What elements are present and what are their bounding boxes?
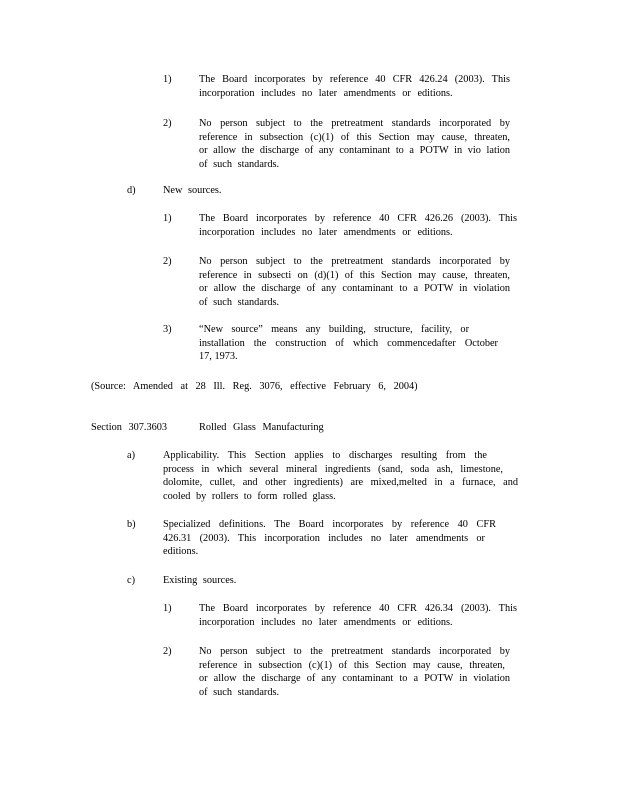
subsection-label: b) xyxy=(127,519,136,530)
item-label: 1) xyxy=(163,213,172,224)
text-line: 17, 1973. xyxy=(199,351,238,363)
text-line: or allow the discharge of any contaminant to a POTW in vio lation xyxy=(199,145,510,157)
source-note xyxy=(91,380,418,394)
subsection-text xyxy=(163,518,496,559)
text-line: or allow the discharge of any contaminant to a POTW in violation xyxy=(199,673,510,685)
text-line: No person subject to the pretreatment standards incorporated by xyxy=(199,256,510,267)
subsection-heading: Existing sources. xyxy=(163,575,237,586)
text-line: No person subject to the pretreatment standards incorporated by xyxy=(199,118,510,129)
subsection-heading: New sources. xyxy=(163,185,222,196)
item-text xyxy=(199,255,510,309)
subsection-text xyxy=(163,449,518,503)
section-title: Rolled Glass Manufacturing xyxy=(199,422,324,433)
item-text xyxy=(199,602,517,629)
item-label: 2) xyxy=(163,256,172,267)
item-label: 1) xyxy=(163,603,172,614)
text-line: editions. xyxy=(163,546,199,558)
text-line: Applicability. This Section applies to discharges resulting from the xyxy=(163,450,487,461)
text-line: The Board incorporates by reference 40 CFR 426.26 (2003). This xyxy=(199,213,517,224)
text-line: process in which several mineral ingredients (sand, soda ash, limestone, xyxy=(163,463,503,475)
text-line: No person subject to the pretreatment standards incorporated by xyxy=(199,646,510,657)
item-text xyxy=(199,117,510,171)
source-text: (Source: Amended at 28 Ill. Reg. 3076, effective February 6, 2004) xyxy=(91,381,418,392)
subsection-label: d) xyxy=(127,185,136,196)
text-line: incorporation includes no later amendments or editions. xyxy=(199,616,453,628)
section-number: Section 307.3603 xyxy=(91,422,168,433)
text-line: reference in subsection (c)(1) of this Section may cause, threaten, xyxy=(199,659,505,671)
text-line: of such standards. xyxy=(199,158,280,170)
subsection-label: a) xyxy=(127,450,135,461)
text-line: installation the construction of which commencedafter October xyxy=(199,337,498,349)
subsection-label: c) xyxy=(127,575,135,586)
text-line: incorporation includes no later amendments or editions. xyxy=(199,87,453,99)
text-line: incorporation includes no later amendments or editions. xyxy=(199,226,453,238)
text-line: Specialized definitions. The Board incorporates by reference 40 CFR xyxy=(163,519,496,530)
text-line: reference in subsection (c)(1) of this Section may cause, threaten, xyxy=(199,131,510,143)
item-text xyxy=(199,323,498,364)
item-label: 2) xyxy=(163,118,172,129)
text-line: dolomite, cullet, and other ingredients) are mixed,melted in a furnace, and xyxy=(163,477,518,489)
item-text xyxy=(199,73,510,100)
text-line: cooled by rollers to form rolled glass. xyxy=(163,490,336,502)
text-line: “New source” means any building, structure, facility, or xyxy=(199,324,469,335)
text-line: 426.31 (2003). This incorporation includes no later amendments or xyxy=(163,532,485,544)
item-label: 1) xyxy=(163,74,172,85)
text-line: reference in subsecti on (d)(1) of this Section may cause, threaten, xyxy=(199,269,510,281)
item-text xyxy=(199,212,517,239)
item-label: 3) xyxy=(163,324,172,335)
item-label: 2) xyxy=(163,646,172,657)
item-text xyxy=(199,645,510,699)
text-line: The Board incorporates by reference 40 CFR 426.34 (2003). This xyxy=(199,603,517,614)
text-line: of such standards. xyxy=(199,296,280,308)
text-line: of such standards. xyxy=(199,686,280,698)
text-line: or allow the discharge of any contaminant to a POTW in violation xyxy=(199,283,510,295)
text-line: The Board incorporates by reference 40 CFR 426.24 (2003). This xyxy=(199,74,510,85)
